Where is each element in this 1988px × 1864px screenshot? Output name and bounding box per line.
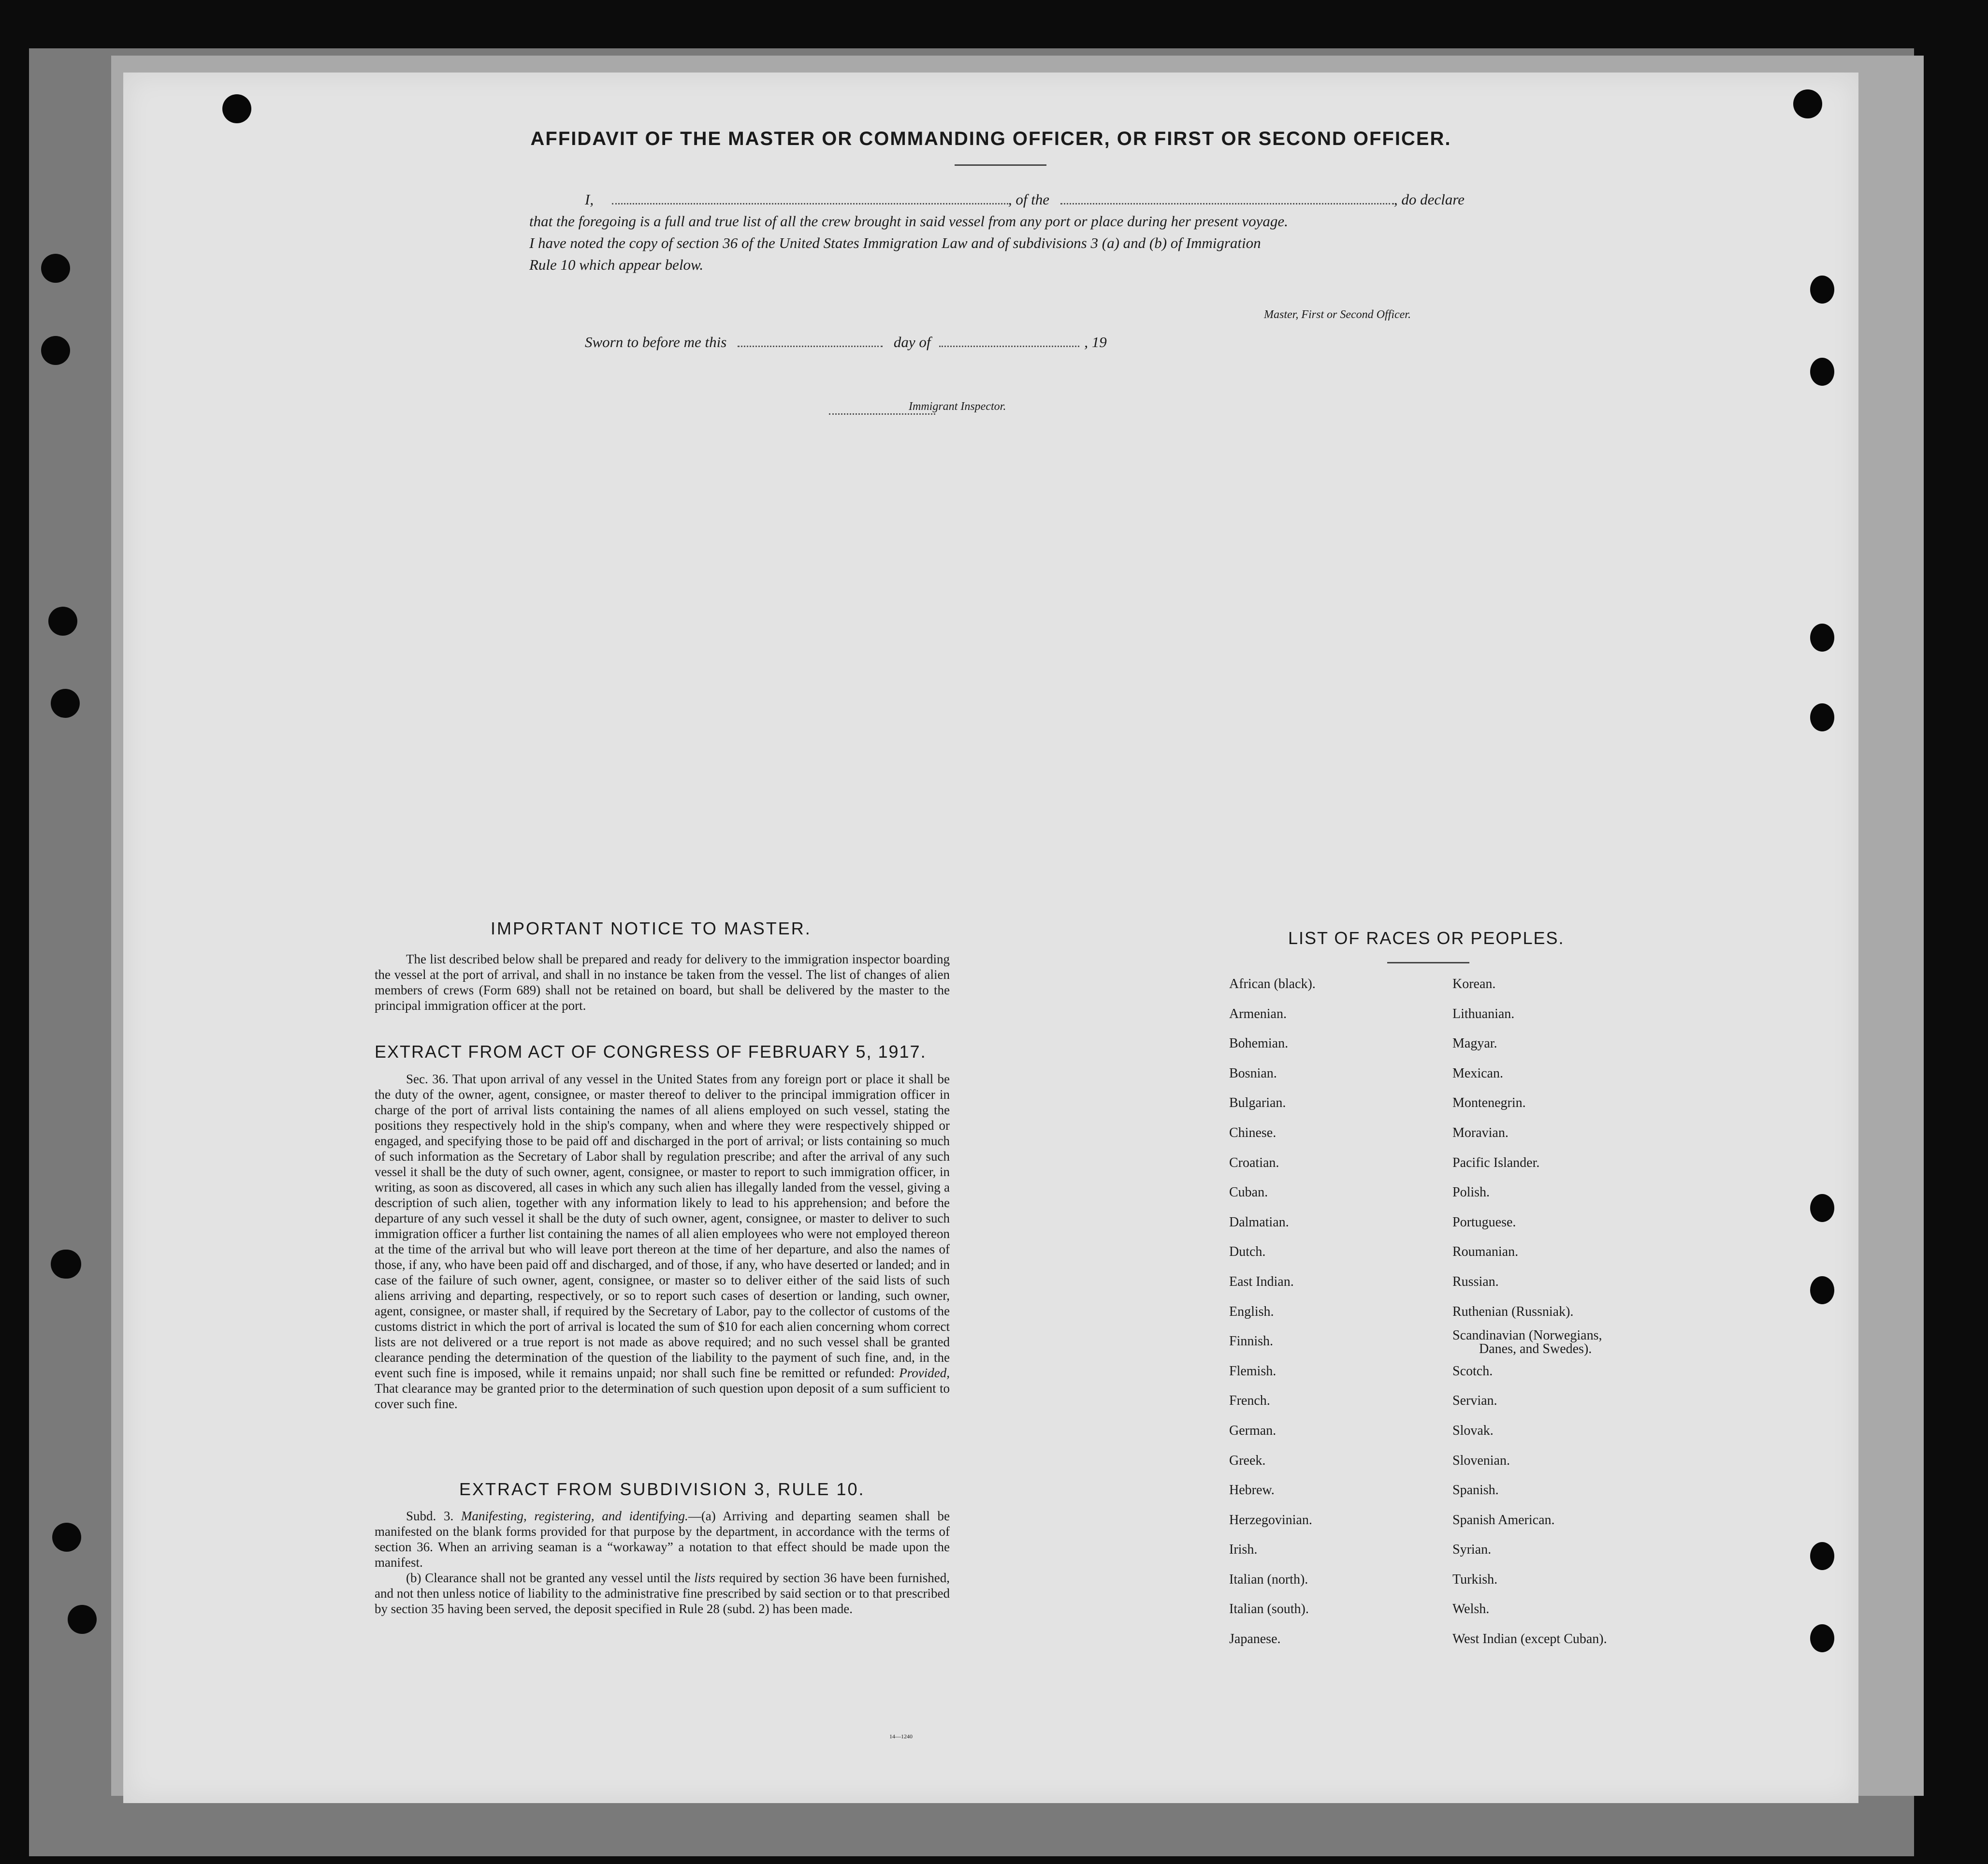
sec-36-text: That upon arrival of any vessel in the United States from any foreign port or place it shall be the duty of the owner, agent, consignee, or master thereof to deliver to the principal immigration officer in charge of the port of arrival lists containing the names of all aliens employed on such vessel, stating the positions they respectively hold in the ship's company, when and where they were respectively shipped or engaged, and specifying those to be paid off and discharged in the port of arrival; or lists containing so much of such information as the Secretary of Labor shall by regulation prescribe; and after the arrival of any such vessel it shall be the duty of such owner, agent, consignee, or master to report to such immigration officer, in writing, as soon as discovered, all cases in which any such alien has illegally landed from the vessel, giving a description of such alien, together with any information likely to lead to his apprehension; and before the departure of any such vessel it shall be the duty of such owner, agent, consignee, or master to deliver to such immigration officer a further list containing the names of all alien employees who were not employed thereon at the time of the arrival but who will leave port thereon at the time of her departure, and also the names of those, if any, who have been paid off and discharged, and of those, if any, who have deserted or landed; and in case of the failure of such owner, agent, consignee, or master so to deliver either of the said lists of such aliens arriving and departing, respectively, or so to report such cases of desertion or landing, such owner, agent, consignee, or master shall, if required by the Secretary of Labor, pay to the collector of customs of the customs district in which the port of arrival is located the sum of $10 for each alien concerning whom correct lists are not delivered or a true report is not made as above required; and no such vessel shall be granted clearance pending the determination of the question of the liability to the payment of such fine, and, in the event such fine is imposed, while it remains unpaid; nor shall such fine be remitted or refunded: (375, 1072, 950, 1380)
race-item: German. (1229, 1423, 1277, 1438)
race-item: Cuban. (1229, 1185, 1268, 1200)
races-left-list (1229, 976, 1316, 1661)
rule-paragraph-a (375, 1508, 950, 1570)
act-title: EXTRACT FROM ACT OF CONGRESS OF FEBRUARY 5, 1917. (375, 1042, 927, 1062)
sec-label: Sec. 36. (406, 1072, 449, 1086)
binder-hole-icon (41, 336, 70, 365)
race-item-label: Scotch. (1452, 1363, 1493, 1379)
sworn-text: Sworn to before me this (585, 334, 727, 350)
race-item: Bulgarian. (1229, 1095, 1286, 1111)
race-item: Italian (south). (1229, 1602, 1309, 1617)
race-item (1452, 1006, 1607, 1036)
provided-word: Provided, (899, 1366, 950, 1380)
race-item-label: Slovenian. (1452, 1453, 1510, 1468)
race-item-label: Polish. (1452, 1185, 1490, 1200)
subd-a-text: —(a) Arriving and departing seamen shall be manifested on the blank forms provided for that purpose by the department, in accordance with the terms of section 36. When an arriving seaman is a “workaway” a notation to that effect should be made upon the manifest. (375, 1509, 950, 1570)
sworn-line (585, 331, 1107, 353)
vessel-blank[interactable] (1060, 203, 1394, 204)
race-item: Greek. (1229, 1453, 1266, 1468)
form-number: 14—1240 (889, 1733, 913, 1740)
race-item-label: Roumanian. (1452, 1244, 1519, 1260)
race-item (1452, 1215, 1607, 1245)
race-item: Finnish. (1229, 1334, 1274, 1349)
race-item-label: Lithuanian. (1452, 1006, 1515, 1021)
act-text (375, 1071, 950, 1412)
rule-text (375, 1508, 950, 1616)
rule-paragraph-b (375, 1570, 950, 1616)
race-item: Chinese. (1229, 1125, 1277, 1140)
race-item-label: Scandinavian (Norwegians, (1452, 1328, 1602, 1343)
race-item (1452, 1631, 1607, 1661)
race-item: Armenian. (1229, 1006, 1287, 1021)
race-item: Irish. (1229, 1542, 1258, 1558)
race-item: Dalmatian. (1229, 1214, 1289, 1230)
document-page (123, 73, 1858, 1803)
race-item-label: Mexican. (1452, 1065, 1503, 1081)
race-item (1452, 1602, 1607, 1631)
race-item-label: West Indian (except Cuban). (1452, 1631, 1607, 1647)
binder-hole-icon (51, 689, 80, 718)
declaration-line-3: I have noted the copy of section 36 of the United States Immigration Law and of subdivisions 3 (a) and (b) of Immigration (529, 234, 1261, 251)
declaration-declare: , do declare (1393, 191, 1465, 208)
race-item: English. (1229, 1304, 1274, 1319)
race-item: Hebrew. (1229, 1483, 1275, 1498)
race-item-label: Turkish. (1452, 1572, 1498, 1587)
punch-hole-icon (1810, 276, 1834, 304)
declaration-of-the: , of the (1008, 191, 1050, 208)
race-item (1452, 1274, 1607, 1304)
title-divider (955, 164, 1046, 166)
race-item (1452, 1364, 1607, 1394)
inspector-signature-blank[interactable] (829, 413, 935, 415)
race-item (1452, 1393, 1607, 1423)
punch-hole-icon (222, 94, 251, 123)
race-item (1452, 1244, 1607, 1274)
race-item: French. (1229, 1393, 1270, 1409)
sec-36-text-end: That clearance may be granted prior to the determination of such question upon deposit of a sum sufficient to cover such fine. (375, 1381, 950, 1411)
master-signature-label: Master, First or Second Officer. (1264, 308, 1411, 321)
rule-title: EXTRACT FROM SUBDIVISION 3, RULE 10. (459, 1479, 865, 1499)
race-item (1452, 1066, 1607, 1096)
race-item: African (black). (1229, 976, 1316, 991)
race-item-label: Servian. (1452, 1393, 1497, 1409)
declaration-line-2: that the foregoing is a full and true list of all the crew brought in said vessel from any port or place during her present voyage. (529, 213, 1288, 230)
year-text: , 19 (1084, 334, 1107, 350)
declaration-i: I, (585, 191, 594, 208)
race-item: Dutch. (1229, 1244, 1266, 1260)
race-item: East Indian. (1229, 1274, 1294, 1289)
race-item-label: Slovak. (1452, 1423, 1494, 1438)
race-item: Croatian. (1229, 1155, 1279, 1170)
binder-hole-icon (68, 1605, 97, 1634)
punch-hole-icon (1793, 89, 1822, 118)
race-item (1452, 976, 1607, 1006)
race-item (1452, 1328, 1607, 1358)
sworn-day-blank[interactable] (738, 346, 883, 347)
race-item-label: Welsh. (1452, 1602, 1490, 1617)
name-blank[interactable] (612, 203, 1008, 204)
race-item-label: Syrian. (1452, 1542, 1492, 1558)
race-item-label: Moravian. (1452, 1125, 1509, 1140)
race-item-label: Spanish. (1452, 1483, 1499, 1498)
race-item (1452, 1423, 1607, 1453)
races-title: LIST OF RACES OR PEOPLES. (1288, 928, 1565, 948)
subd-b-text-2: required by section 36 have been furnished, and not then unless notice of liability to the administrative fine prescribed by said section or to that prescribed by section 35 having been served, the deposit specified in Rule 28 (subd. 2) has been made. (375, 1571, 950, 1616)
race-item-label: Montenegrin. (1452, 1095, 1526, 1111)
subd-heading: Manifesting, registering, and identifying. (461, 1509, 688, 1523)
race-item-label: Magyar. (1452, 1036, 1497, 1051)
punch-hole-icon (1810, 1624, 1834, 1652)
race-item: Italian (north). (1229, 1572, 1308, 1587)
punch-hole-icon (1810, 1194, 1834, 1222)
punch-hole-icon (1810, 1276, 1834, 1304)
race-item (1452, 1095, 1607, 1125)
notice-paragraph: The list described below shall be prepared and ready for delivery to the immigration inspector boarding the vessel at the port of arrival, and shall in no instance be taken from the vessel. The list of changes of alien members of crews (Form 689) shall not be retained on board, but shall be delivered by the master to the principal immigration officer at the port. (375, 952, 950, 1013)
subd-b-lists: lists (694, 1571, 715, 1585)
race-item (1452, 1036, 1607, 1066)
subd-b-text-1: (b) Clearance shall not be granted any vessel until the (406, 1571, 691, 1585)
binder-hole-icon (52, 1523, 81, 1552)
punch-hole-icon (1810, 703, 1834, 731)
race-item: Bosnian. (1229, 1065, 1277, 1081)
binder-hole-icon (52, 1250, 81, 1279)
race-item: Flemish. (1229, 1363, 1277, 1379)
race-item-continuation: Danes, and Swedes). (1479, 1341, 1592, 1357)
punch-hole-icon (1810, 1542, 1834, 1570)
punch-hole-icon (1810, 624, 1834, 652)
declaration-line-1 (585, 189, 1614, 211)
subd-label: Subd. 3. (406, 1509, 454, 1523)
race-item (1452, 1513, 1607, 1543)
race-item-label: Spanish American. (1452, 1512, 1555, 1528)
race-item (1452, 1572, 1607, 1602)
race-item (1452, 1453, 1607, 1483)
month-blank[interactable] (939, 346, 1079, 347)
affidavit-title: AFFIDAVIT OF THE MASTER OR COMMANDING OFFICER, OR FIRST OR SECOND OFFICER. (530, 128, 1451, 149)
race-item-label: Ruthenian (Russniak). (1452, 1304, 1574, 1319)
races-right-column (1452, 976, 1607, 1661)
declaration-line-4: Rule 10 which appear below. (529, 256, 704, 273)
notice-text (375, 951, 950, 1013)
races-right-list (1452, 976, 1607, 1661)
race-item (1452, 1125, 1607, 1155)
race-item: Herzegovinian. (1229, 1512, 1312, 1528)
race-item (1452, 1483, 1607, 1513)
binder-hole-icon (41, 254, 70, 283)
race-item-label: Korean. (1452, 976, 1496, 991)
day-of-text: day of (893, 334, 931, 350)
act-paragraph (375, 1071, 950, 1412)
race-item: Bohemian. (1229, 1036, 1289, 1051)
race-item (1452, 1155, 1607, 1185)
race-item-label: Russian. (1452, 1274, 1499, 1289)
notice-title: IMPORTANT NOTICE TO MASTER. (491, 918, 812, 938)
inspector-signature-label: Immigrant Inspector. (909, 400, 1006, 413)
races-left-column (1229, 976, 1316, 1661)
punch-hole-icon (1810, 358, 1834, 386)
race-item-label: Portuguese. (1452, 1214, 1516, 1230)
race-item-label: Pacific Islander. (1452, 1155, 1540, 1170)
binder-hole-icon (48, 607, 77, 636)
race-item: Japanese. (1229, 1631, 1281, 1647)
races-divider (1387, 962, 1469, 963)
race-item (1452, 1542, 1607, 1572)
race-item (1452, 1185, 1607, 1215)
